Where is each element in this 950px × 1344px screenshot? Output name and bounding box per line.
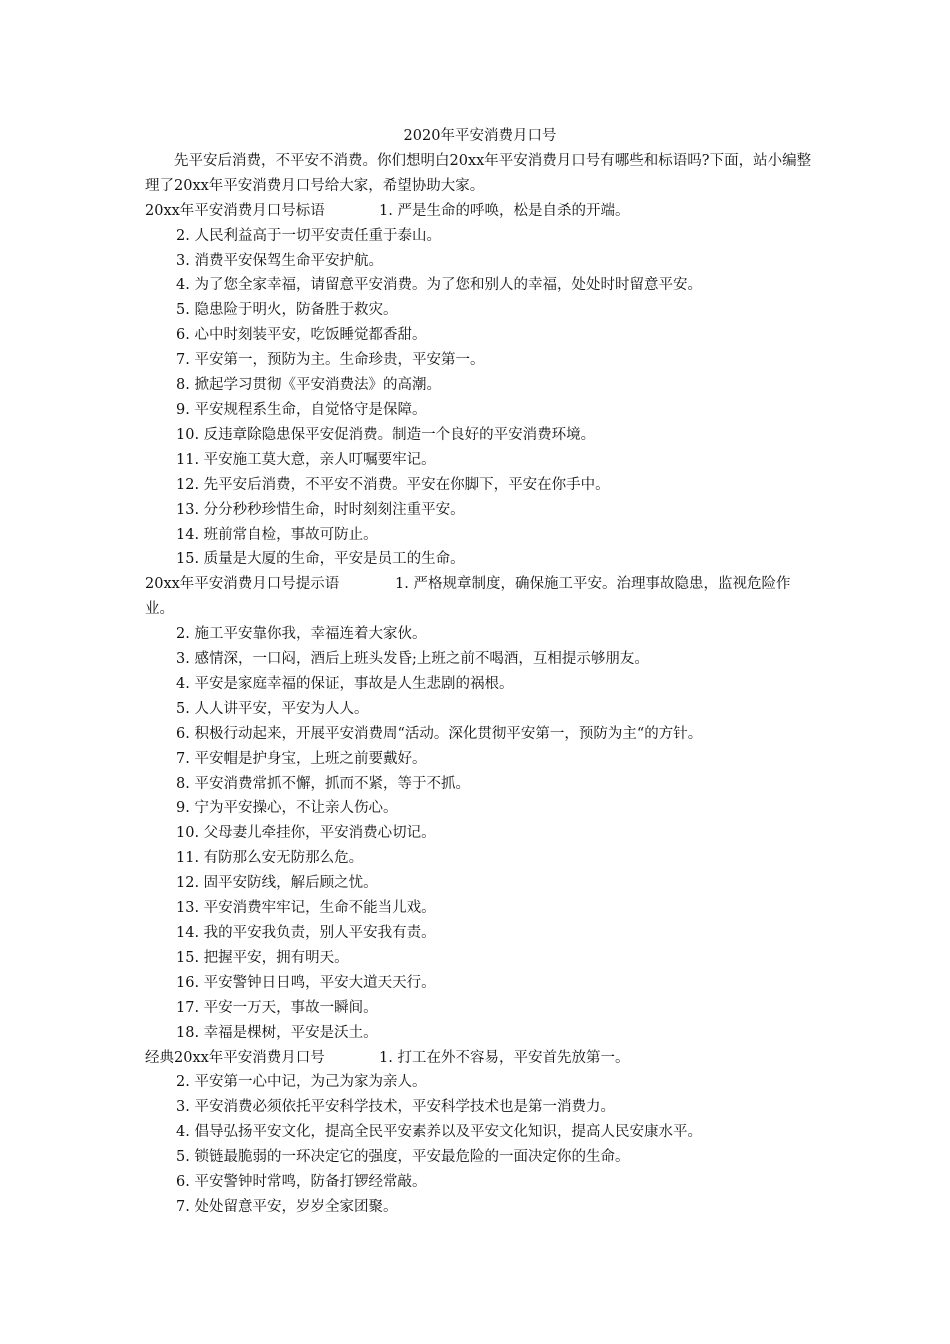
slogan-item: 6. 心中时刻装平安，吃饭睡觉都香甜。: [176, 327, 427, 344]
slogan-item: 7. 平安第一，预防为主。生命珍贵，平安第一。: [176, 352, 485, 369]
slogan-item: 3. 平安消费必须依托平安科学技术，平安科学技术也是第一消费力。: [176, 1099, 615, 1116]
slogan-item: 5. 隐患险于明火，防备胜于救灾。: [176, 302, 398, 319]
slogan-item: 10. 反违章除隐患保平安促消费。制造一个良好的平安消费环境。: [176, 426, 596, 443]
slogan-item: 5. 锁链最脆弱的一环决定它的强度，平安最危险的一面决定你的生命。: [176, 1149, 630, 1166]
document-body: [145, 124, 815, 1220]
slogan-item: 11. 有防那么安无防那么危。: [176, 850, 364, 867]
section-heading: 20xx年平安消费月口号提示语: [145, 576, 340, 593]
section-heading: 20xx年平安消费月口号标语: [145, 202, 325, 219]
slogan-item: 14. 班前常自检，事故可防止。: [176, 526, 378, 543]
slogan-item: 14. 我的平安我负责，别人平安我有责。: [176, 925, 436, 941]
section-heading: 经典20xx年平安消费月口号: [145, 1049, 325, 1066]
slogan-item: 4. 倡导弘扬平安文化，提高全民平安素养以及平安文化知识，提高人民安康水平。: [176, 1124, 702, 1141]
slogan-item: 5. 人人讲平安，平安为人人。: [176, 700, 369, 717]
section-heading-line: [145, 572, 815, 622]
slogan-item: 13. 分分秒秒珍惜生命，时时刻刻注重平安。: [176, 501, 465, 518]
slogan-item: 2. 平安第一心中记，为己为家为亲人。: [176, 1074, 427, 1091]
slogan-item: 4. 为了您全家幸福，请留意平安消费。为了您和别人的幸福，处处时时留意平安。: [176, 277, 702, 294]
section-heading-line: [145, 1046, 815, 1071]
slogan-item: 6. 积极行动起来，开展平安消费周“活动。深化贯彻平安第一，预防为主“的方针。: [176, 725, 703, 742]
slogan-item: 2. 施工平安靠你我，幸福连着大家伙。: [176, 626, 427, 643]
slogan-item: 4. 平安是家庭幸福的保证，事故是人生悲剧的祸根。: [176, 675, 514, 692]
slogan-item: 7. 处处留意平安，岁岁全家团聚。: [176, 1198, 398, 1215]
slogan-item: 13. 平安消费牢牢记，生命不能当儿戏。: [176, 900, 436, 917]
document-title: 2020年平安消费月口号: [403, 128, 557, 144]
slogan-item: 3. 感情深，一口闷，酒后上班头发昏;上班之前不喝酒，互相提示够朋友。: [176, 651, 649, 668]
slogan-item: 2. 人民利益高于一切平安责任重于泰山。: [176, 227, 441, 244]
slogan-item: 15. 把握平安，拥有明天。: [176, 949, 349, 966]
slogan-item: 9. 平安规程系生命，自觉恪守是保障。: [176, 401, 427, 418]
slogan-item: 3. 消费平安保驾生命平安护航。: [176, 252, 383, 269]
slogan-item: 10. 父母妻儿牵挂你，平安消费心切记。: [176, 825, 436, 842]
slogan-item: 12. 固平安防线，解后顾之忧。: [176, 875, 378, 892]
slogan-item: 11. 平安施工莫大意，亲人叮嘱要牢记。: [176, 451, 436, 468]
slogan-item: 6. 平安警钟时常鸣，防备打锣经常敲。: [176, 1174, 427, 1191]
slogan-item: 15. 质量是大厦的生命，平安是员工的生命。: [176, 551, 465, 568]
slogan-item: 16. 平安警钟日日鸣，平安大道天天行。: [176, 974, 436, 991]
slogan-item: 18. 幸福是棵树，平安是沃土。: [176, 1024, 378, 1041]
slogan-item: 8. 掀起学习贯彻《平安消费法》的高潮。: [176, 377, 441, 394]
slogan-item: 12. 先平安后消费，不平安不消费。平安在你脚下，平安在你手中。: [176, 476, 610, 493]
slogan-item: 1. 打工在外不容易，平安首先放第一。: [379, 1049, 630, 1066]
slogan-item: 7. 平安帽是护身宝，上班之前要戴好。: [176, 750, 427, 767]
slogan-item: 1. 严是生命的呼唤，松是自杀的开端。: [379, 202, 630, 219]
intro-paragraph: 先平安后消费，不平安不消费。你们想明白20xx年平安消费月口号有哪些和标语吗?下面，站小编整理了20xx年平安消费月口号给大家，希望协助大家。: [145, 152, 812, 194]
slogan-item: 1. 严格规章制度，确保施工平安。治理事故隐患，监视危险作业。: [145, 576, 791, 618]
slogan-item: 17. 平安一万天，事故一瞬间。: [176, 999, 378, 1016]
slogan-item: 9. 宁为平安操心，不让亲人伤心。: [176, 800, 398, 817]
slogan-item: 8. 平安消费常抓不懈，抓而不紧，等于不抓。: [176, 775, 470, 792]
section-heading-line: [145, 199, 815, 224]
